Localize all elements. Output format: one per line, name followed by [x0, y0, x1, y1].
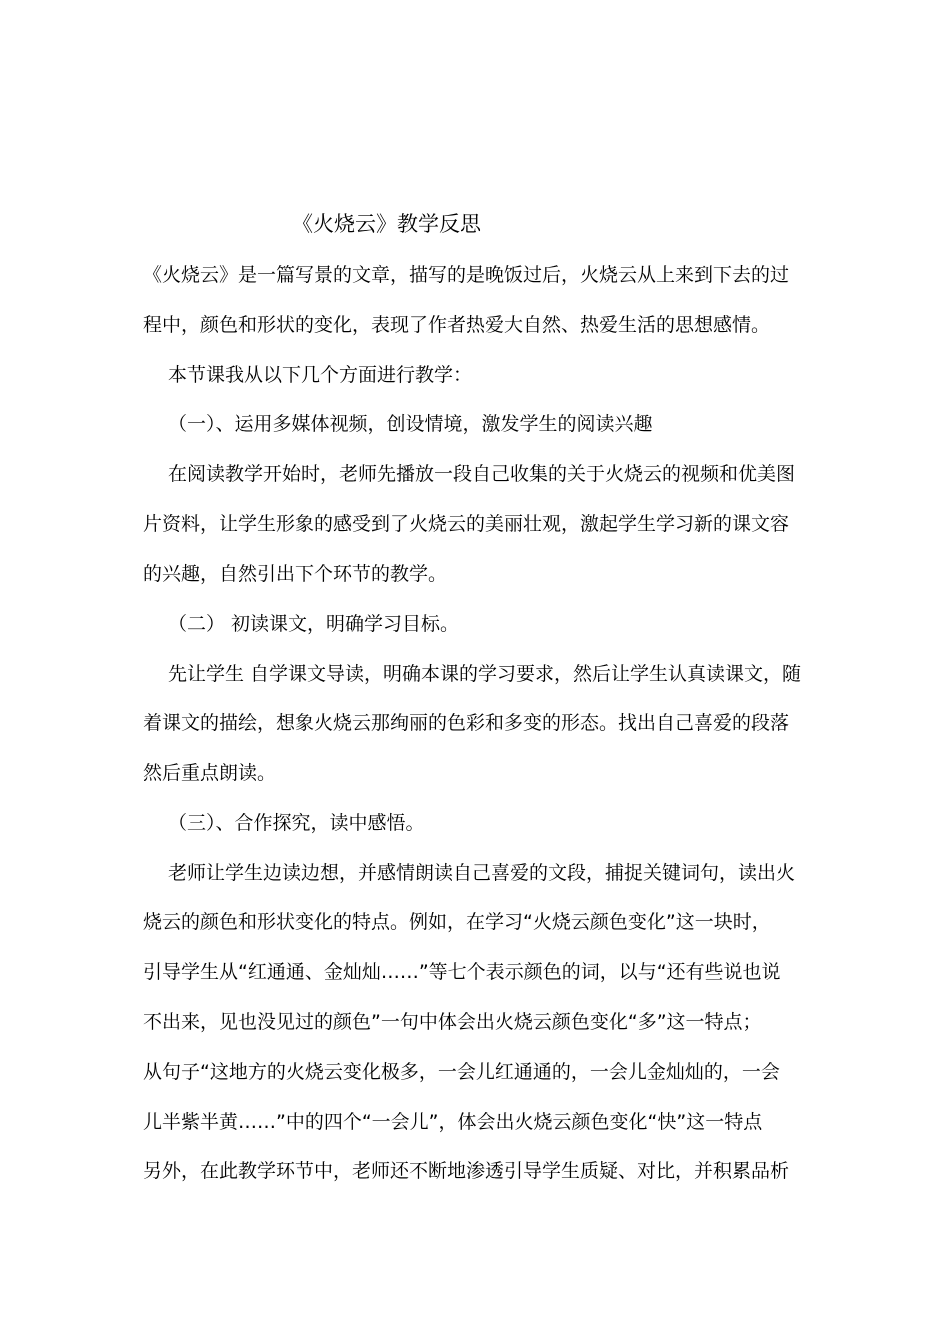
paragraph-line: 在阅读教学开始时，老师先播放一段自己收集的关于火烧云的视频和优美图	[168, 463, 796, 485]
paragraph-line: 先让学生 自学课文导读，明确本课的学习要求，然后让学生认真读课文，随	[168, 663, 802, 685]
paragraph-line: 《火烧云》是一篇写景的文章，描写的是晚饭过后，火烧云从上来到下去的过	[143, 264, 790, 286]
section-heading: （三）、合作探究，读中感悟。	[168, 812, 425, 834]
paragraph-line: 的兴趣，自然引出下个环节的教学。	[143, 563, 448, 585]
paragraph-line: 烧云的颜色和形状变化的特点。例如，在学习“火烧云颜色变化”这一块时，	[143, 911, 771, 933]
document-title: 《火烧云》教学反思	[292, 212, 481, 236]
paragraph-line: 片资料，让学生形象的感受到了火烧云的美丽壮观，激起学生学习新的课文容	[143, 513, 790, 535]
paragraph-line: 老师让学生边读边想，并感情朗读自己喜爱的文段，捕捉关键词句，读出火	[168, 862, 796, 884]
paragraph-line: 本节课我从以下几个方面进行教学：	[168, 364, 473, 386]
paragraph-line: 引导学生从“红通通、金灿灿……”等七个表示颜色的词，以与“还有些说也说	[143, 961, 781, 983]
paragraph-line: 儿半紫半黄……”中的四个“一会儿”，体会出火烧云颜色变化“快”这一特点	[143, 1111, 763, 1133]
paragraph-line: 程中，颜色和形状的变化，表现了作者热爱大自然、热爱生活的思想感情。	[143, 314, 771, 336]
paragraph-line: 然后重点朗读。	[143, 762, 277, 784]
paragraph-line: 另外，在此教学环节中，老师还不断地渗透引导学生质疑、对比，并积累品析	[143, 1160, 790, 1182]
section-heading: （一）、运用多媒体视频，创设情境，激发学生的阅读兴趣	[168, 413, 653, 435]
section-heading: （二） 初读课文，明确学习目标。	[168, 613, 460, 635]
paragraph-line: 不出来，见也没见过的颜色”一句中体会出火烧云颜色变化“多”这一特点；	[143, 1011, 762, 1033]
paragraph-line: 从句子“这地方的火烧云变化极多，一会儿红通通的，一会儿金灿灿的，一会	[143, 1061, 780, 1083]
paragraph-line: 着课文的描绘，想象火烧云那绚丽的色彩和多变的形态。找出自己喜爱的段落	[143, 712, 790, 734]
